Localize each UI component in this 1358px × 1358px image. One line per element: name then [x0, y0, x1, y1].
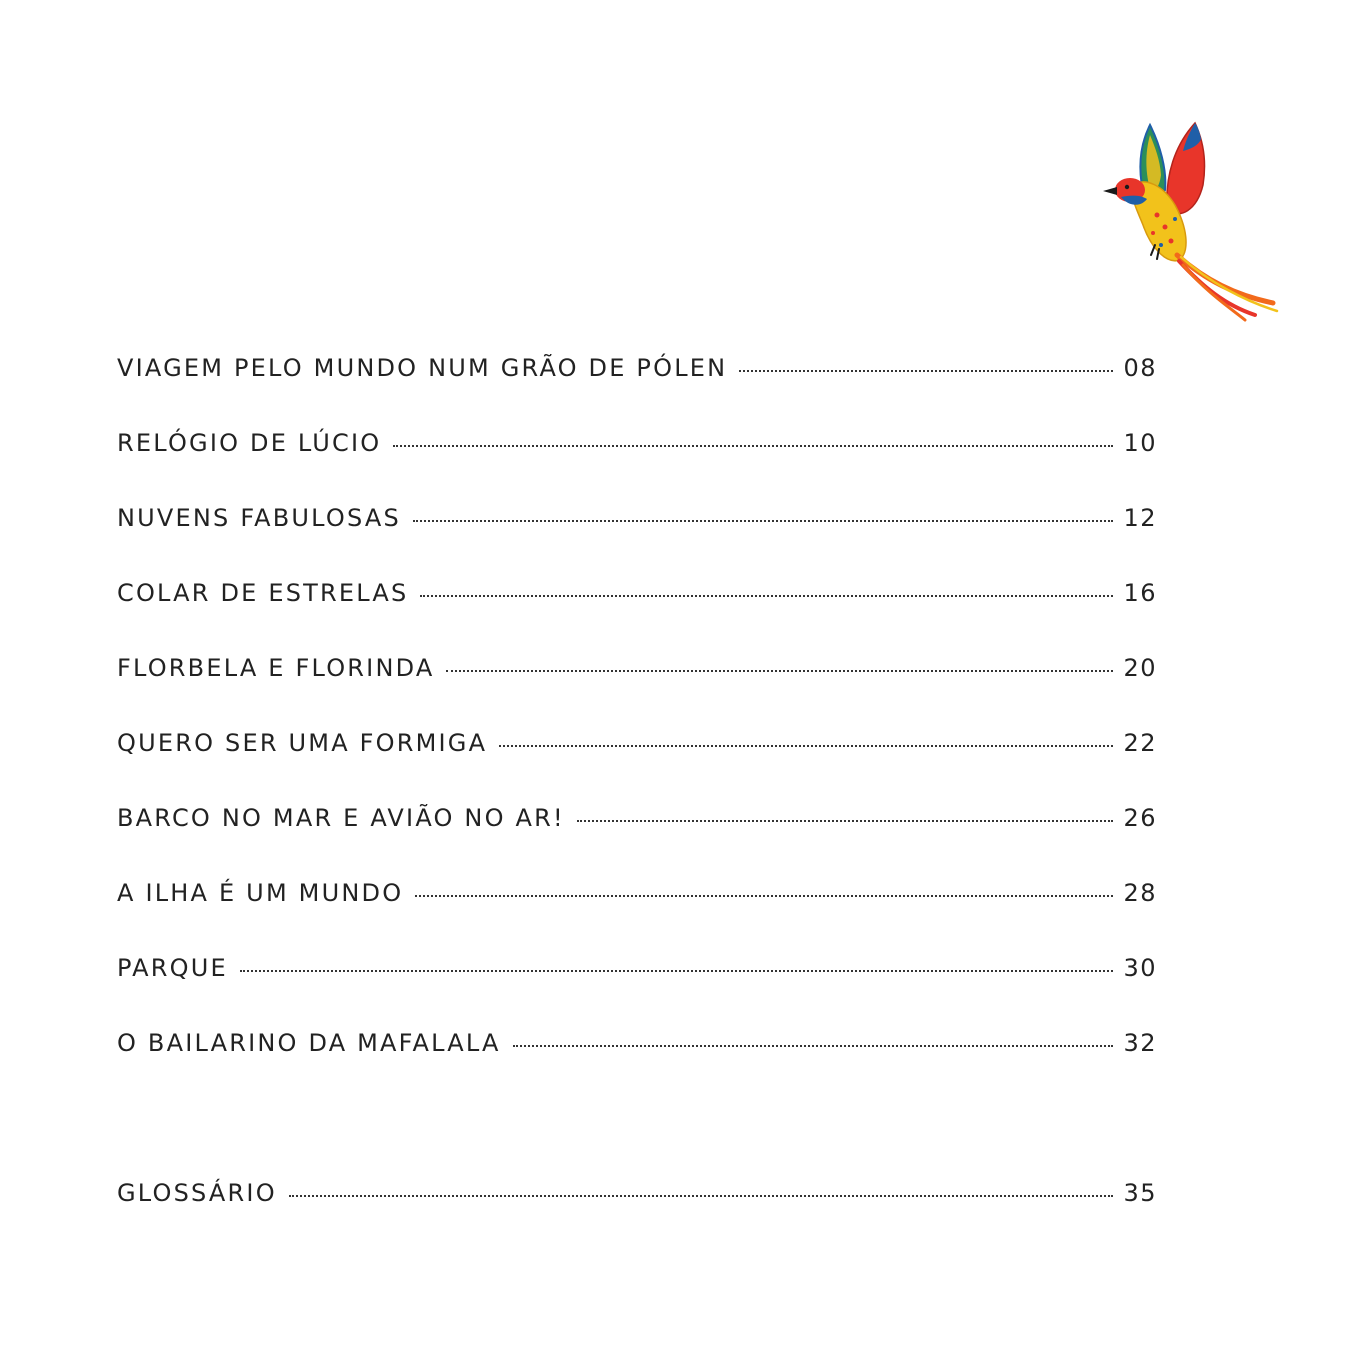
dot-leader	[240, 970, 1114, 972]
dot-leader	[499, 745, 1113, 747]
toc-entry-title: PARQUE	[117, 954, 228, 982]
toc-entry[interactable]	[117, 648, 1157, 723]
toc-entry[interactable]	[117, 798, 1157, 873]
toc-entry[interactable]	[117, 723, 1157, 798]
toc-entry-title: COLAR DE ESTRELAS	[117, 579, 409, 607]
toc-entry-page-number: 10	[1123, 429, 1157, 457]
toc-entry[interactable]	[117, 498, 1157, 573]
toc-entry[interactable]	[117, 423, 1157, 498]
toc-entry[interactable]	[117, 873, 1157, 948]
toc-entry-glossary[interactable]	[117, 1173, 1157, 1248]
toc-entry-title: QUERO SER UMA FORMIGA	[117, 729, 488, 757]
dot-leader	[446, 670, 1113, 672]
toc-entry-page-number: 28	[1123, 879, 1157, 907]
toc-entry-title: NUVENS FABULOSAS	[117, 504, 401, 532]
glossary-section	[117, 1173, 1157, 1248]
toc-entry-title: VIAGEM PELO MUNDO NUM GRÃO DE PÓLEN	[117, 354, 728, 382]
dot-leader	[577, 820, 1114, 822]
toc-entry-page-number: 35	[1123, 1179, 1157, 1207]
dot-leader	[393, 445, 1113, 447]
toc-entry[interactable]	[117, 348, 1157, 423]
toc-entry-title: A ILHA É UM MUNDO	[117, 879, 404, 907]
toc-entry-title: BARCO NO MAR E AVIÃO NO AR!	[117, 804, 565, 832]
toc-entry-page-number: 16	[1123, 579, 1157, 607]
toc-entry-page-number: 30	[1123, 954, 1157, 982]
dot-leader	[513, 1045, 1114, 1047]
toc-entry-page-number: 32	[1123, 1029, 1157, 1057]
dot-leader	[739, 370, 1113, 372]
dot-leader	[289, 1195, 1114, 1197]
toc-entry-title: GLOSSÁRIO	[117, 1179, 277, 1207]
toc-entry-title: FLORBELA E FLORINDA	[117, 654, 435, 682]
toc-entry-title: O BAILARINO DA MAFALALA	[117, 1029, 501, 1057]
table-of-contents	[117, 348, 1157, 1098]
bird-illustration-icon	[1095, 115, 1280, 325]
toc-entry-page-number: 20	[1123, 654, 1157, 682]
toc-entry[interactable]	[117, 573, 1157, 648]
toc-entry-page-number: 12	[1123, 504, 1157, 532]
toc-entry-page-number: 08	[1123, 354, 1157, 382]
dot-leader	[415, 895, 1113, 897]
toc-entry-title: RELÓGIO DE LÚCIO	[117, 429, 382, 457]
toc-entry[interactable]	[117, 1023, 1157, 1098]
toc-entry[interactable]	[117, 948, 1157, 1023]
toc-entry-page-number: 22	[1123, 729, 1157, 757]
dot-leader	[413, 520, 1114, 522]
dot-leader	[420, 595, 1113, 597]
toc-entry-page-number: 26	[1123, 804, 1157, 832]
